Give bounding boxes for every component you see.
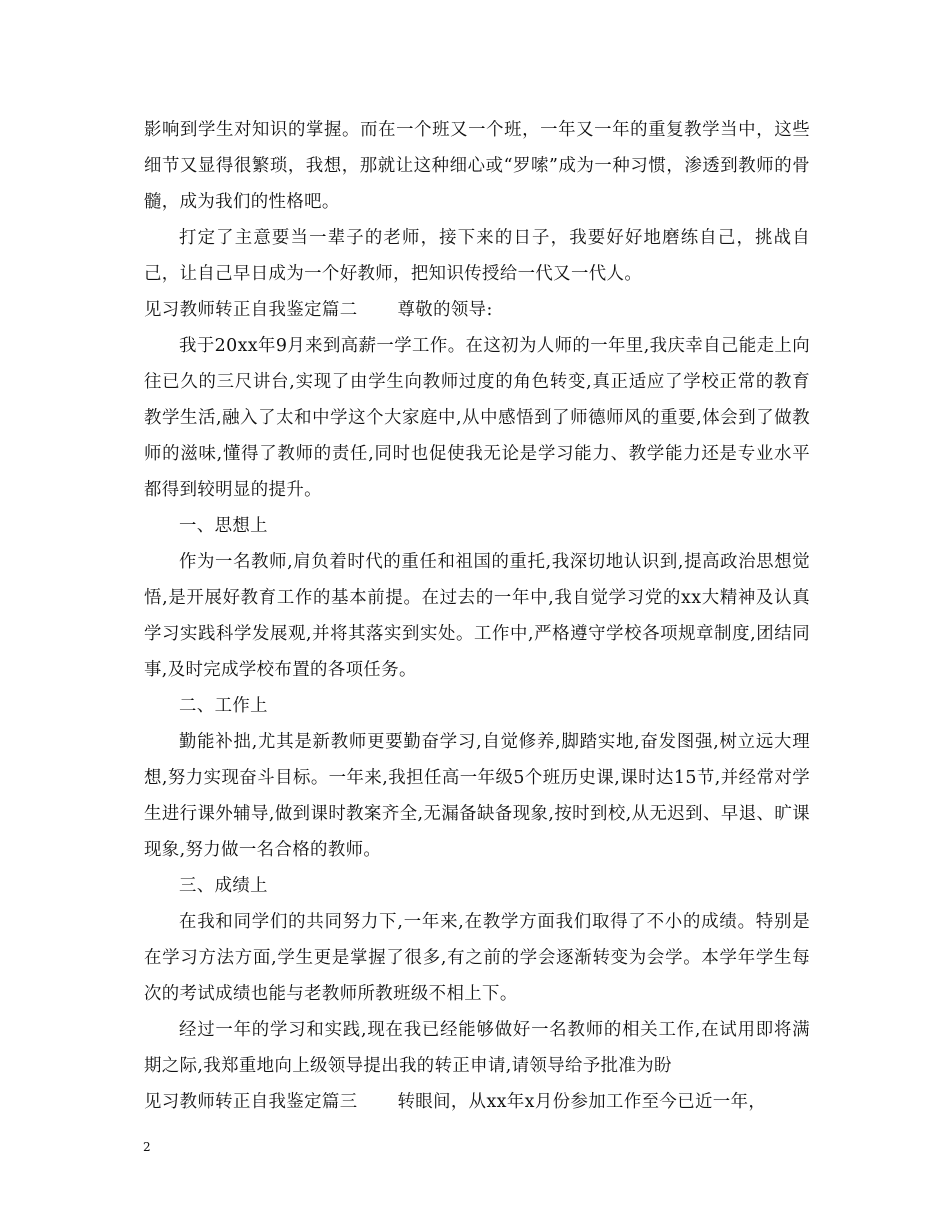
subheading: 一、思想上 bbox=[179, 516, 268, 536]
subheading: 二、工作上 bbox=[179, 696, 268, 716]
section-title: 见习教师转正自我鉴定篇二 bbox=[144, 300, 358, 320]
document-body bbox=[144, 112, 810, 1120]
paragraph: 影响到学生对知识的掌握。而在一个班又一个班，一年又一年的重复教学当中，这些细节又显得很繁琐，我想，那就让这种细心或“罗嗦”成为一种习惯，渗透到教师的骨髓，成为我们的性格吧。 bbox=[144, 120, 810, 212]
paragraph: 勤能补拙,尤其是新教师更要勤奋学习,自觉修养,脚踏实地,奋发图强,树立远大理想,努力实现奋斗目标。一年来,我担任高一年级5个班历史课,课时达15节,并经常对学生进行课外辅导,做到课时教案齐全,无漏备缺备现象,按时到校,从无迟到、早退、旷课现象,努力做一名合格的教师。 bbox=[144, 732, 810, 860]
page-number: 2 bbox=[143, 1140, 151, 1154]
section-lead-text: 转眼间，从xx年x月份参加工作至今已近一年， bbox=[397, 1092, 767, 1112]
paragraph: 我于20xx年9月来到高薪一学工作。在这初为人师的一年里,我庆幸自己能走上向往已久的三尺讲台,实现了由学生向教师过度的角色转变,真正适应了学校正常的教育教学生活,融入了太和中学这个大家庭中,从中感悟到了师德师风的重要,体会到了做教师的滋味,懂得了教师的责任,同时也促使我无论是学习能力、教学能力还是专业水平都得到较明显的提升。 bbox=[144, 336, 811, 500]
subheading: 三、成绩上 bbox=[179, 876, 268, 896]
paragraph: 作为一名教师,肩负着时代的重任和祖国的重托,我深切地认识到,提高政治思想觉悟,是开展好教育工作的基本前提。在过去的一年中,我自觉学习党的xx大精神及认真学习实践科学发展观,并将其落实到实处。工作中,严格遵守学校各项规章制度,团结同事,及时完成学校布置的各项任务。 bbox=[144, 552, 810, 680]
section-title: 见习教师转正自我鉴定篇三 bbox=[144, 1092, 358, 1112]
section-heading bbox=[144, 1084, 810, 1120]
paragraph: 经过一年的学习和实践,现在我已经能够做好一名教师的相关工作,在试用即将满期之际,我郑重地向上级领导提出我的转正申请,请领导给予批准为盼 bbox=[144, 1020, 810, 1076]
section-heading bbox=[144, 292, 810, 328]
section-lead-text: 尊敬的领导: bbox=[397, 300, 493, 320]
paragraph: 打定了主意要当一辈子的老师，接下来的日子，我要好好地磨练自己，挑战自己，让自己早日成为一个好教师，把知识传授给一代又一代人。 bbox=[144, 228, 810, 284]
paragraph: 在我和同学们的共同努力下,一年来,在教学方面我们取得了不小的成绩。特别是在学习方法方面,学生更是掌握了很多,有之前的学会逐渐转变为会学。本学年学生每次的考试成绩也能与老教师所教班级不相上下。 bbox=[144, 912, 810, 1004]
